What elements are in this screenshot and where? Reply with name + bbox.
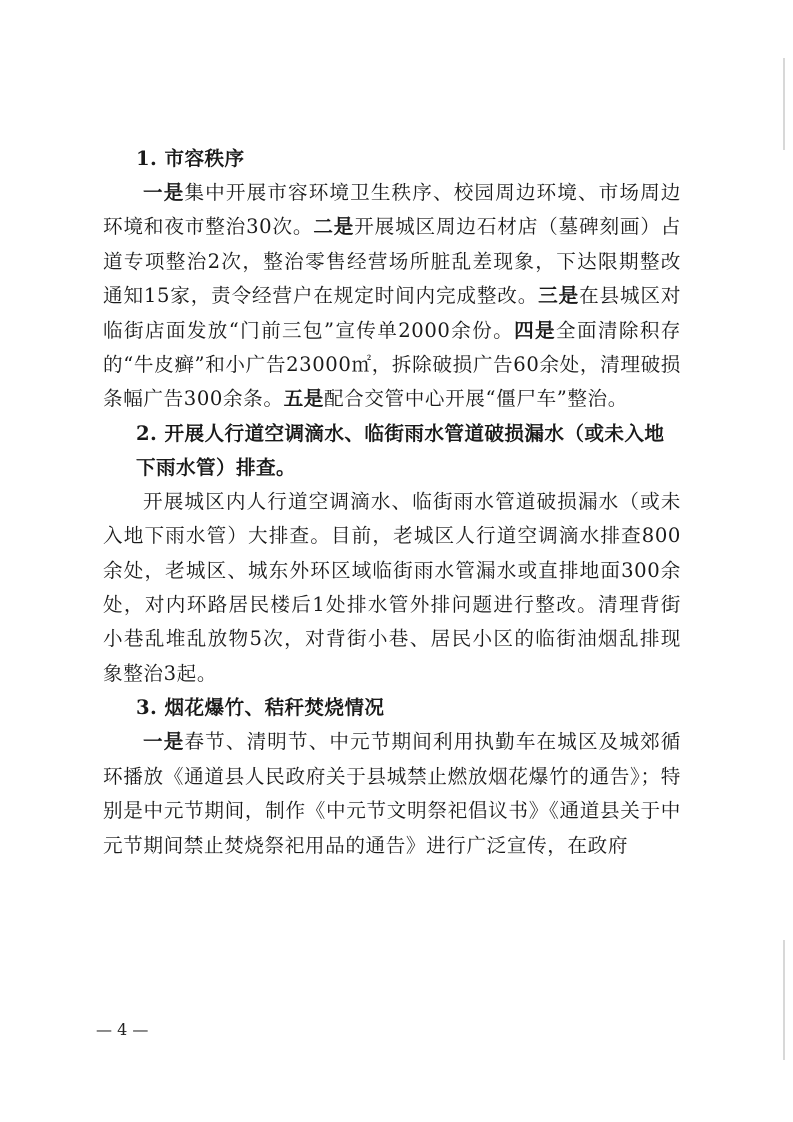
paragraph-text: 集中开展市容环境卫生秩序、校园周边环境、市场周边环境和夜市整治30次。 <box>103 181 682 239</box>
ordinal-lead: 三是 <box>538 284 580 308</box>
ordinal-lead: 一是 <box>143 181 185 204</box>
document-body <box>103 142 681 863</box>
scan-edge-mark-lower <box>783 940 785 1060</box>
paragraph-text: 全面清除积存的“牛皮癣”和小广告23000㎡，拆除破损广告60余处，清理破损条幅广告300余条。 <box>103 318 681 411</box>
ordinal-lead: 二是 <box>313 215 355 239</box>
paragraph-text: 开展城区周边石材店（墓碑刻画）占道专项整治2次，整治零售经营场所脏乱差现象，下达限期整改通知15家，责令经营户在规定时间内完成整改。 <box>103 215 681 308</box>
body-paragraph <box>103 176 681 417</box>
paragraph-text: 在县城区对临街店面发放“门前三包”宣传单2000余份。 <box>103 284 682 342</box>
paragraph-text: 配合交管中心开展“僵尸车”整治。 <box>323 387 628 411</box>
section-heading: 3. 烟花爆竹、秸秆焚烧情况 <box>136 696 385 720</box>
body-paragraph <box>103 725 681 863</box>
ordinal-lead: 五是 <box>283 387 324 411</box>
ordinal-lead: 四是 <box>514 318 557 342</box>
section-heading: 2. 开展人行道空调滴水、临街雨水管道破损漏水（或未入地下雨水管）排查。 <box>136 421 665 479</box>
page-number: — 4 — <box>96 1020 149 1039</box>
paragraph-text: 开展城区内人行道空调滴水、临街雨水管道破损漏水（或未入地下雨水管）大排查。目前，老城区人行道空调滴水排查800余处，老城区、城东外环区域临街雨水管漏水或直排地面300余处，对内环路居民楼后1处排水管外排问题进行整改。清理背街小巷乱堆乱放物5次，对背街小巷、居民小区的临街油烟乱排现象整治3起。 <box>103 489 681 685</box>
body-paragraph <box>103 485 681 691</box>
scan-edge-mark <box>783 58 785 150</box>
ordinal-lead: 一是 <box>143 730 185 754</box>
section-heading: 1. 市容秩序 <box>136 147 245 170</box>
paragraph-text: 春节、清明节、中元节期间利用执勤车在城区及城郊循环播放《通道县人民政府关于县城禁止燃放烟花爆竹的通告》；特别是中元节期间，制作《中元节文明祭祀倡议书》《通道县关于中元节期间禁止焚烧祭祀用品的通告》进行广泛宣传，在政府 <box>103 730 682 857</box>
